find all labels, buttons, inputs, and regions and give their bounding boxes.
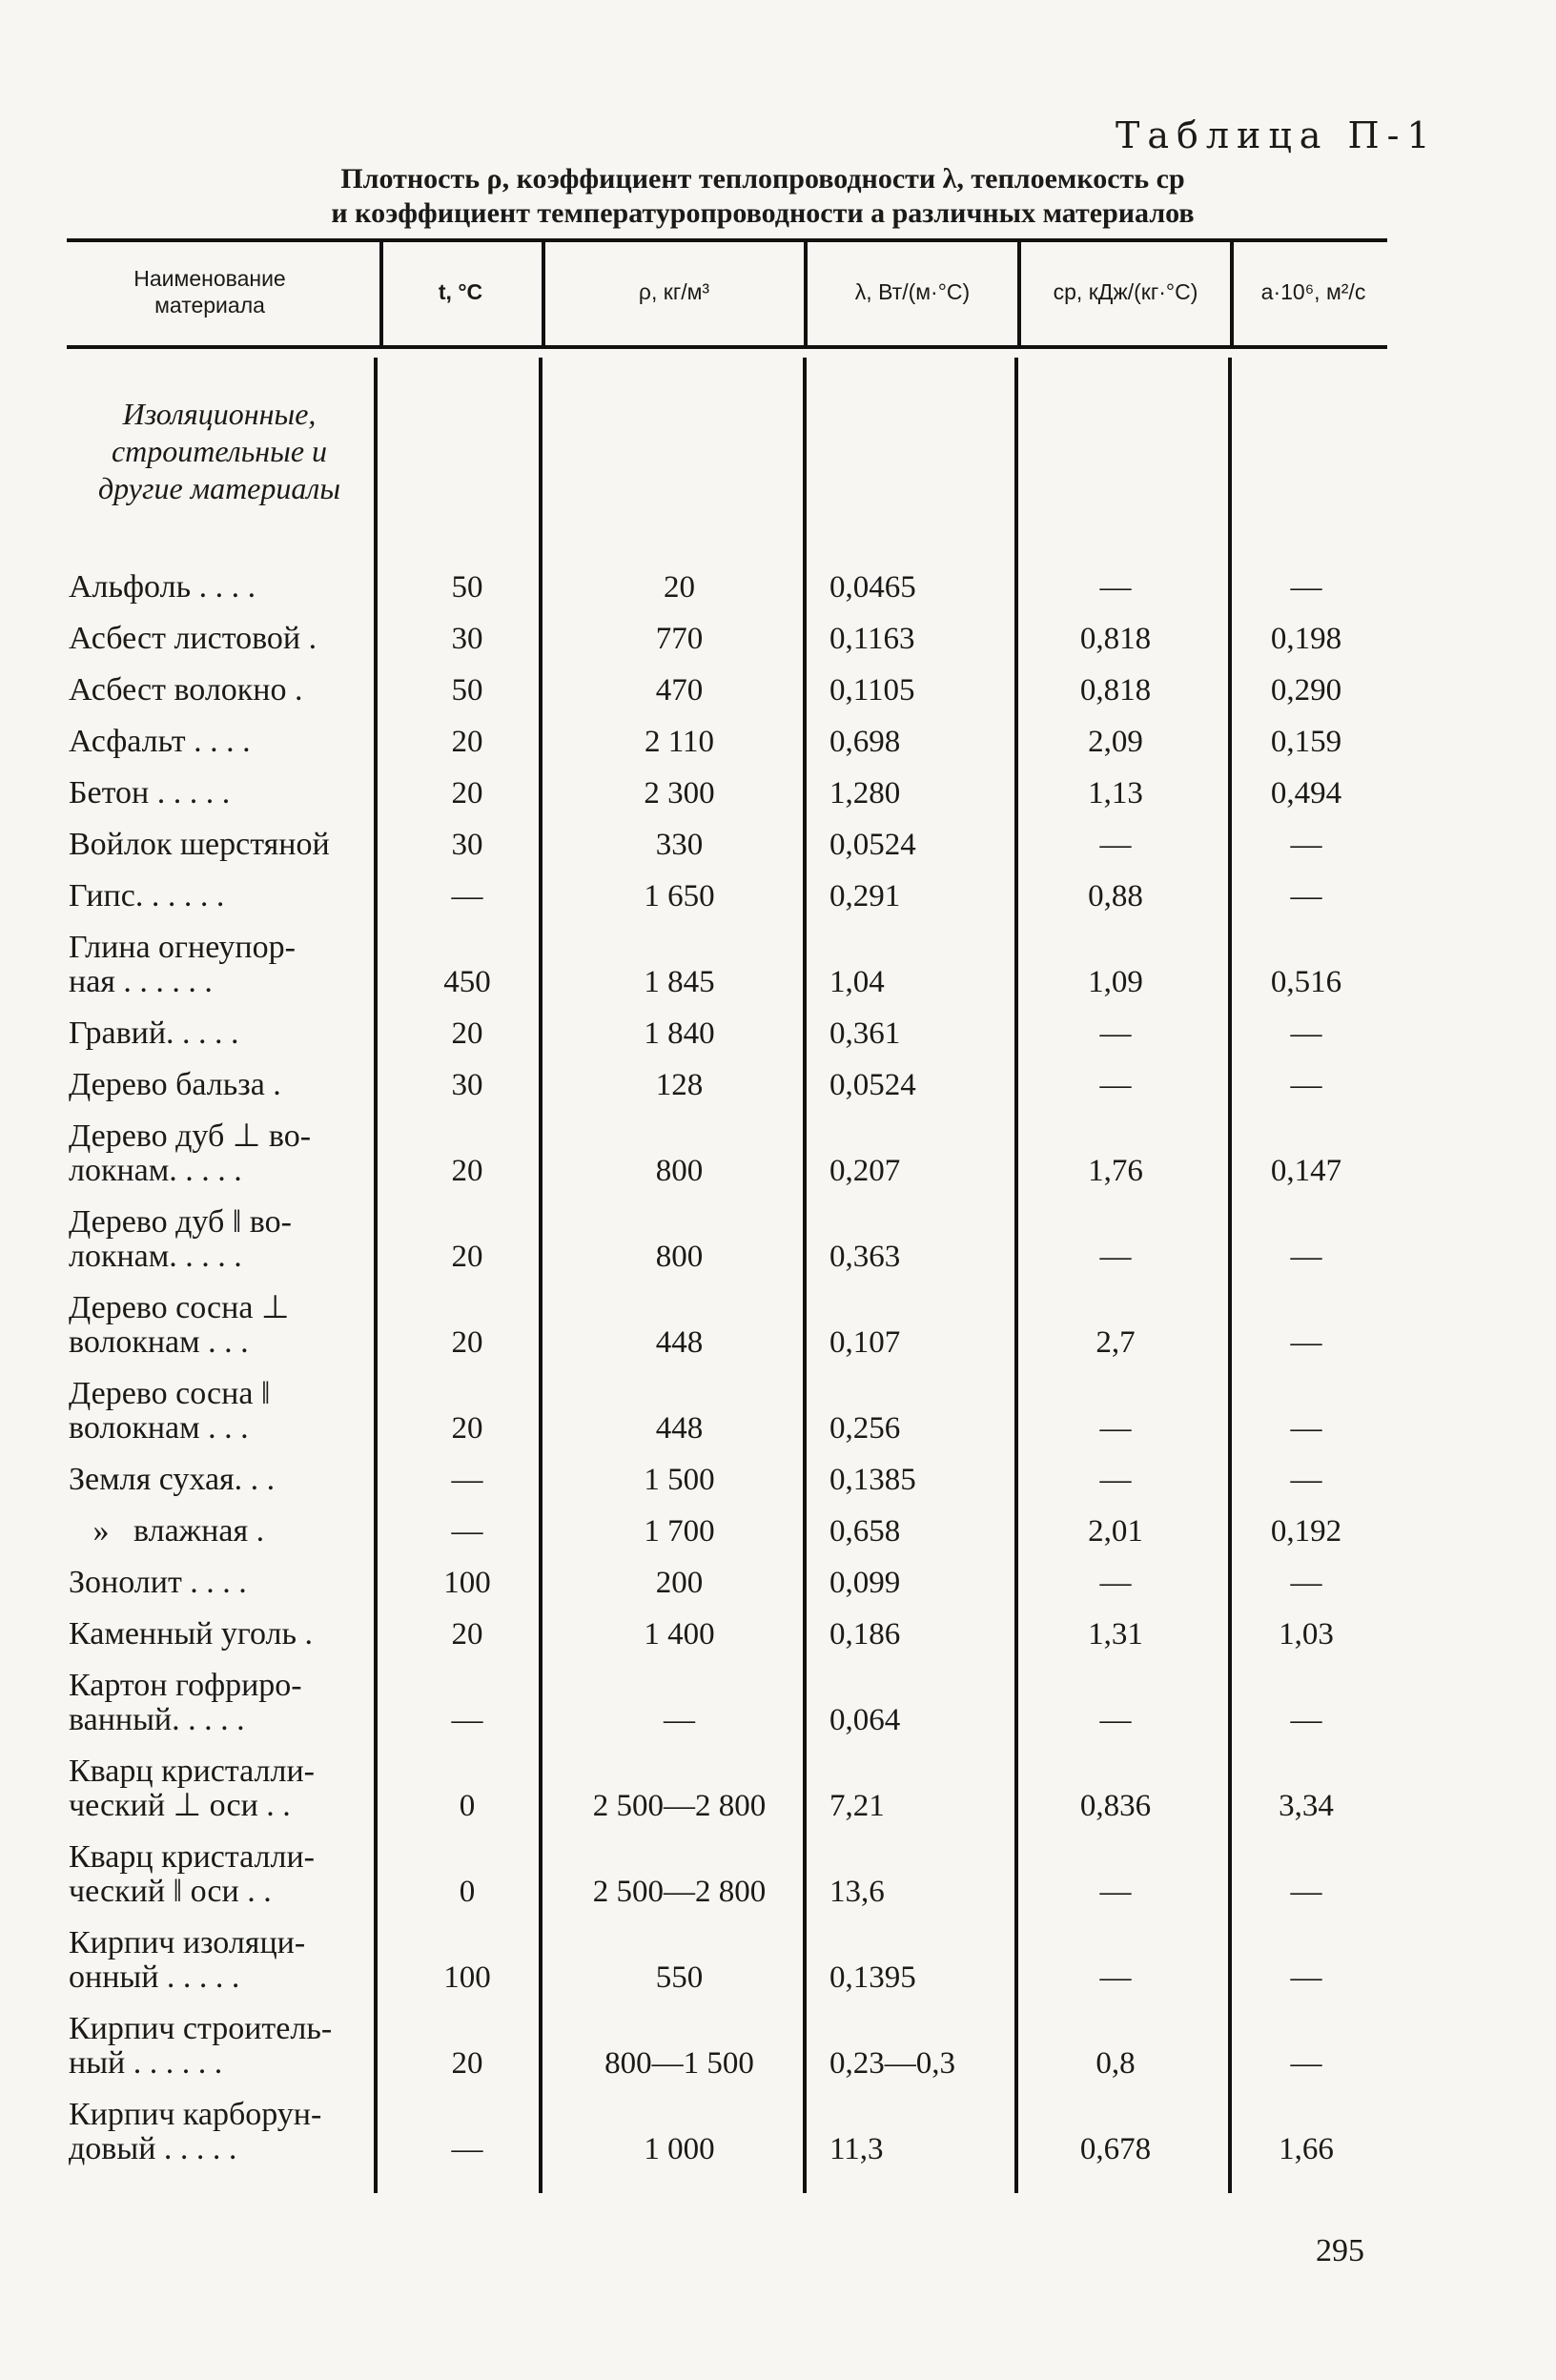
material-name: Альфоль . . . .	[69, 569, 256, 605]
temperature-value: 20	[451, 1016, 483, 1051]
temperature-value: 30	[451, 828, 483, 862]
density-value: 470	[655, 673, 704, 708]
density-value: 330	[655, 828, 704, 862]
heat-capacity-value: 0,818	[1079, 673, 1152, 708]
diffusivity-value: 0,159	[1270, 725, 1342, 759]
page-number: 295	[1316, 2233, 1364, 2268]
density-value: 800—1 500	[604, 2046, 754, 2081]
temperature-value: 20	[451, 1325, 483, 1360]
diffusivity-value: 0,198	[1270, 622, 1342, 656]
header-a: a·10⁶, м²/с	[1260, 279, 1366, 304]
temperature-value: 20	[451, 1154, 483, 1188]
density-value: 2 110	[644, 725, 715, 759]
heat-capacity-value: —	[1099, 828, 1132, 862]
header-separator	[804, 242, 808, 345]
diffusivity-value: —	[1290, 1463, 1322, 1497]
conductivity-value: 0,256	[829, 1411, 901, 1446]
temperature-value: 100	[443, 1566, 491, 1600]
diffusivity-value: —	[1290, 1566, 1322, 1600]
temperature-value: —	[451, 1514, 483, 1549]
density-value: 200	[655, 1566, 704, 1600]
diffusivity-value: 0,516	[1270, 965, 1342, 999]
material-name: Кирпич карборун- довый . . . . .	[69, 2097, 322, 2166]
diffusivity-value: —	[1290, 879, 1322, 913]
conductivity-value: 0,291	[829, 879, 901, 913]
conductivity-value: 1,280	[829, 776, 901, 810]
heat-capacity-value: —	[1099, 1463, 1132, 1497]
caption-line-2: и коэффициент температуропроводности a различных материалов	[331, 197, 1195, 229]
table-label: Таблица П-1	[1116, 114, 1438, 156]
temperature-value: —	[451, 1463, 483, 1497]
conductivity-value: 0,0524	[829, 1068, 916, 1102]
header-separator	[1017, 242, 1021, 345]
header-name: Наименование материала	[133, 266, 286, 318]
conductivity-value: 0,1395	[829, 1960, 916, 1995]
conductivity-value: 0,361	[829, 1016, 901, 1051]
temperature-value: 20	[451, 2046, 483, 2081]
temperature-value: 50	[451, 673, 483, 708]
material-name: Дерево сосна ⊥ волокнам . . .	[69, 1290, 290, 1360]
temperature-value: 20	[451, 1617, 483, 1652]
density-value: 448	[655, 1325, 704, 1360]
density-value: 1 500	[644, 1463, 715, 1497]
material-name: Асбест листовой .	[69, 621, 317, 656]
heat-capacity-value: 1,31	[1088, 1617, 1143, 1652]
diffusivity-value: —	[1290, 1875, 1322, 1909]
density-value: 550	[655, 1960, 704, 1995]
diffusivity-value: —	[1290, 1411, 1322, 1446]
material-name: Дерево бальза .	[69, 1067, 281, 1102]
material-name: Асбест волокно .	[69, 672, 303, 708]
material-name: Глина огнеупор- ная . . . . . .	[69, 930, 296, 999]
temperature-value: 30	[451, 622, 483, 656]
header-separator	[1230, 242, 1234, 345]
header-lambda: λ, Вт/(м·°C)	[854, 279, 971, 304]
temperature-value: 450	[443, 965, 491, 999]
diffusivity-value: 0,494	[1270, 776, 1342, 810]
density-value: —	[664, 1703, 695, 1737]
temperature-value: 0	[459, 1875, 476, 1909]
heat-capacity-value: —	[1099, 1016, 1132, 1051]
heat-capacity-value: —	[1099, 1960, 1132, 1995]
temperature-value: 20	[451, 1411, 483, 1446]
heat-capacity-value: 1,13	[1088, 776, 1143, 810]
diffusivity-value: 3,34	[1279, 1789, 1334, 1823]
density-value: 128	[655, 1068, 704, 1102]
heat-capacity-value: —	[1099, 570, 1132, 605]
heat-capacity-value: —	[1099, 1411, 1132, 1446]
material-name: Кварц кристалли- ческий ‖ оси . .	[69, 1839, 315, 1909]
temperature-value: 20	[451, 776, 483, 810]
material-name: Асфальт . . . .	[69, 724, 251, 759]
temperature-value: 20	[451, 1240, 483, 1274]
density-value: 2 500—2 800	[592, 1789, 767, 1823]
heat-capacity-value: 0,88	[1088, 879, 1143, 913]
material-name: Войлок шерстяной	[69, 827, 330, 862]
density-value: 770	[655, 622, 704, 656]
diffusivity-value: 0,290	[1270, 673, 1342, 708]
diffusivity-value: 1,66	[1279, 2132, 1334, 2166]
material-name: Дерево дуб ⊥ во- локнам. . . . .	[69, 1118, 312, 1188]
density-value: 20	[664, 570, 695, 605]
conductivity-value: 0,064	[829, 1703, 901, 1737]
heat-capacity-value: —	[1099, 1875, 1132, 1909]
material-name: Гравий. . . . .	[69, 1016, 239, 1051]
heat-capacity-value: —	[1099, 1240, 1132, 1274]
diffusivity-value: 0,192	[1270, 1514, 1342, 1549]
material-name: Каменный уголь .	[69, 1616, 313, 1652]
density-value: 1 840	[644, 1016, 715, 1051]
diffusivity-value: —	[1290, 1016, 1322, 1051]
material-name: Кирпич строитель- ный . . . . . .	[69, 2011, 333, 2081]
temperature-value: 20	[451, 725, 483, 759]
diffusivity-value: —	[1290, 1068, 1322, 1102]
conductivity-value: 0,0465	[829, 570, 916, 605]
conductivity-value: 0,1385	[829, 1463, 916, 1497]
conductivity-value: 0,186	[829, 1617, 901, 1652]
density-value: 448	[655, 1411, 704, 1446]
header-cp: cp, кДж/(кг·°C)	[1053, 279, 1198, 304]
temperature-value: 0	[459, 1789, 476, 1823]
heat-capacity-value: —	[1099, 1068, 1132, 1102]
density-value: 800	[655, 1240, 704, 1274]
density-value: 2 300	[644, 776, 715, 810]
caption-line-1: Плотность ρ, коэффициент теплопроводности λ, теплоемкость cp	[340, 163, 1185, 195]
material-name: Гипс. . . . . .	[69, 878, 225, 913]
header-rho: ρ, кг/м³	[638, 279, 710, 304]
material-name: Бетон . . . . .	[69, 775, 231, 810]
diffusivity-value: —	[1290, 1325, 1322, 1360]
diffusivity-value: 1,03	[1279, 1617, 1334, 1652]
diffusivity-value: —	[1290, 1240, 1322, 1274]
conductivity-value: 0,658	[829, 1514, 901, 1549]
header-t: t, °C	[438, 279, 483, 304]
material-name: Земля сухая. . .	[69, 1462, 276, 1497]
material-name: » влажная .	[69, 1513, 265, 1549]
temperature-value: —	[451, 1703, 483, 1737]
heat-capacity-value: 2,01	[1088, 1514, 1143, 1549]
conductivity-value: 0,0524	[829, 828, 916, 862]
diffusivity-value: 0,147	[1270, 1154, 1342, 1188]
heat-capacity-value: 1,76	[1088, 1154, 1143, 1188]
temperature-value: —	[451, 2132, 483, 2166]
heat-capacity-value: 0,818	[1079, 622, 1152, 656]
heat-capacity-value: —	[1099, 1566, 1132, 1600]
conductivity-value: 0,363	[829, 1240, 901, 1274]
density-value: 1 650	[644, 879, 715, 913]
material-name: Картон гофриро- ванный. . . . .	[69, 1668, 302, 1737]
header-bottom-rule	[67, 345, 1387, 349]
diffusivity-value: —	[1290, 1703, 1322, 1737]
temperature-value: —	[451, 879, 483, 913]
diffusivity-value: —	[1290, 828, 1322, 862]
conductivity-value: 0,207	[829, 1154, 901, 1188]
heat-capacity-value: 0,836	[1079, 1789, 1152, 1823]
density-value: 1 700	[644, 1514, 715, 1549]
density-value: 2 500—2 800	[592, 1875, 767, 1909]
conductivity-value: 0,099	[829, 1566, 901, 1600]
heat-capacity-value: 2,09	[1088, 725, 1143, 759]
heat-capacity-value: 1,09	[1088, 965, 1143, 999]
temperature-value: 50	[451, 570, 483, 605]
density-value: 1 845	[644, 965, 715, 999]
conductivity-value: 0,698	[829, 725, 901, 759]
conductivity-value: 11,3	[829, 2132, 884, 2166]
column-separator	[374, 358, 378, 2193]
heat-capacity-value: 2,7	[1095, 1325, 1136, 1360]
diffusivity-value: —	[1290, 1960, 1322, 1995]
conductivity-value: 13,6	[829, 1875, 885, 1909]
conductivity-value: 0,1105	[829, 673, 915, 708]
heat-capacity-value: 0,8	[1095, 2046, 1136, 2081]
material-name: Дерево сосна ‖ волокнам . . .	[69, 1376, 271, 1446]
conductivity-value: 1,04	[829, 965, 885, 999]
heat-capacity-value: 0,678	[1079, 2132, 1152, 2166]
conductivity-value: 7,21	[829, 1789, 885, 1823]
conductivity-value: 0,23—0,3	[829, 2046, 955, 2081]
material-name: Кирпич изоляци- онный . . . . .	[69, 1925, 306, 1995]
density-value: 1 000	[644, 2132, 715, 2166]
column-separator	[803, 358, 807, 2193]
material-name: Зонолит . . . .	[69, 1565, 247, 1600]
temperature-value: 30	[451, 1068, 483, 1102]
material-name: Дерево дуб ‖ во- локнам. . . . .	[69, 1204, 292, 1274]
heat-capacity-value: —	[1099, 1703, 1132, 1737]
diffusivity-value: —	[1290, 2046, 1322, 2081]
diffusivity-value: —	[1290, 570, 1322, 605]
temperature-value: 100	[443, 1960, 491, 1995]
density-value: 1 400	[644, 1617, 715, 1652]
material-name: Кварц кристалли- ческий ⊥ оси . .	[69, 1754, 315, 1823]
conductivity-value: 0,1163	[829, 622, 915, 656]
density-value: 800	[655, 1154, 704, 1188]
table-caption	[191, 162, 1335, 231]
section-title: Изоляционные, строительные и другие материалы	[97, 397, 340, 505]
conductivity-value: 0,107	[829, 1325, 901, 1360]
